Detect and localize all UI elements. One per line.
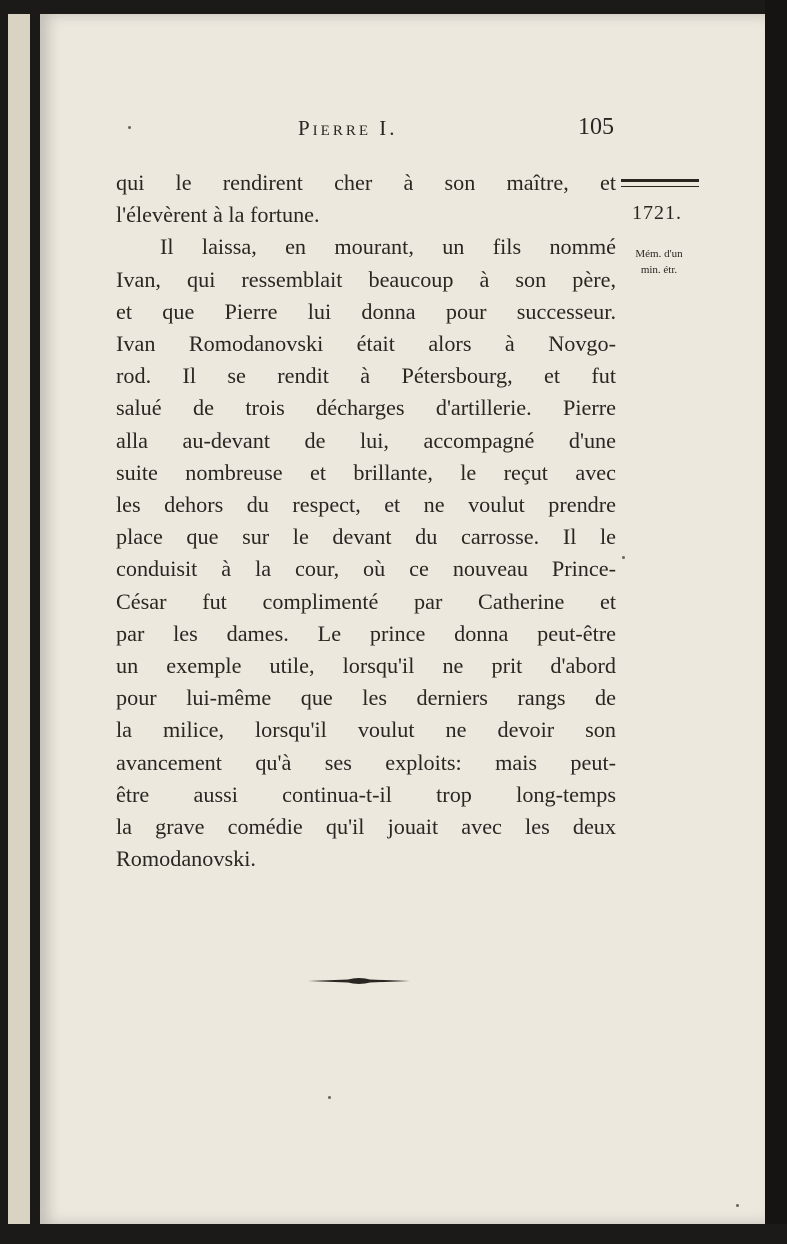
margin-note-line: Mém. d'un	[635, 248, 683, 260]
ink-speck	[622, 556, 625, 559]
text-line: alla au-devant de lui, accompagné d'une	[116, 427, 616, 453]
ink-speck	[736, 1204, 739, 1207]
text-line: qui le rendirent cher à son maître, et	[116, 170, 616, 195]
text-line: et que Pierre lui donna pour successeur.	[116, 298, 616, 324]
scan-border-right	[765, 0, 787, 1244]
text-line: Ivan, qui ressemblait beaucoup à son père,	[116, 266, 616, 292]
text-line: César fut complimenté par Catherine et	[116, 588, 616, 614]
text-line: être aussi continua-t-il trop long-temps	[116, 781, 616, 807]
margin-source-note	[624, 246, 694, 278]
text-line: pour lui-même que les derniers rangs de	[116, 685, 616, 711]
margin-note-line: min. étr.	[640, 264, 678, 276]
ink-speck	[128, 126, 131, 129]
text-line: rod. Il se rendit à Pétersbourg, et fut	[116, 363, 616, 389]
margin-year: 1721.	[632, 202, 682, 224]
text-line: Romodanovski.	[116, 846, 256, 872]
margin-rule	[621, 179, 699, 187]
text-line: Il laissa, en mourant, un fils nommé	[160, 234, 616, 260]
text-line: la milice, lorsqu'il voulut ne devoir son	[116, 717, 616, 743]
text-line: par les dames. Le prince donna peut-être	[116, 620, 616, 646]
ink-speck	[328, 1096, 331, 1099]
text-line: place que sur le devant du carrosse. Il le	[116, 524, 616, 550]
text-line: suite nombreuse et brillante, le reçut avec	[116, 459, 616, 485]
text-line: Ivan Romodanovski était alors à Novgo-	[116, 331, 616, 357]
text-line: l'élevèrent à la fortune.	[116, 202, 320, 228]
scan-border-top	[0, 0, 787, 14]
tailpiece-ornament	[308, 976, 410, 986]
page-number: 105	[578, 114, 614, 140]
text-line: les dehors du respect, et ne voulut prendre	[116, 492, 616, 518]
body-text	[116, 167, 616, 875]
text-line: la grave comédie qu'il jouait avec les deux	[116, 814, 616, 840]
text-line: un exemple utile, lorsqu'il ne prit d'abord	[116, 653, 616, 679]
text-line: salué de trois décharges d'artillerie. Pierre	[116, 395, 616, 421]
text-line: conduisit à la cour, où ce nouveau Prince-	[116, 556, 616, 582]
previous-page-edge	[8, 14, 30, 1224]
scan-border-bottom	[0, 1224, 787, 1244]
running-title: Pierre I.	[298, 116, 398, 140]
text-line: avancement qu'à ses exploits: mais peut-	[116, 749, 616, 775]
scan-border-left	[0, 0, 40, 1244]
